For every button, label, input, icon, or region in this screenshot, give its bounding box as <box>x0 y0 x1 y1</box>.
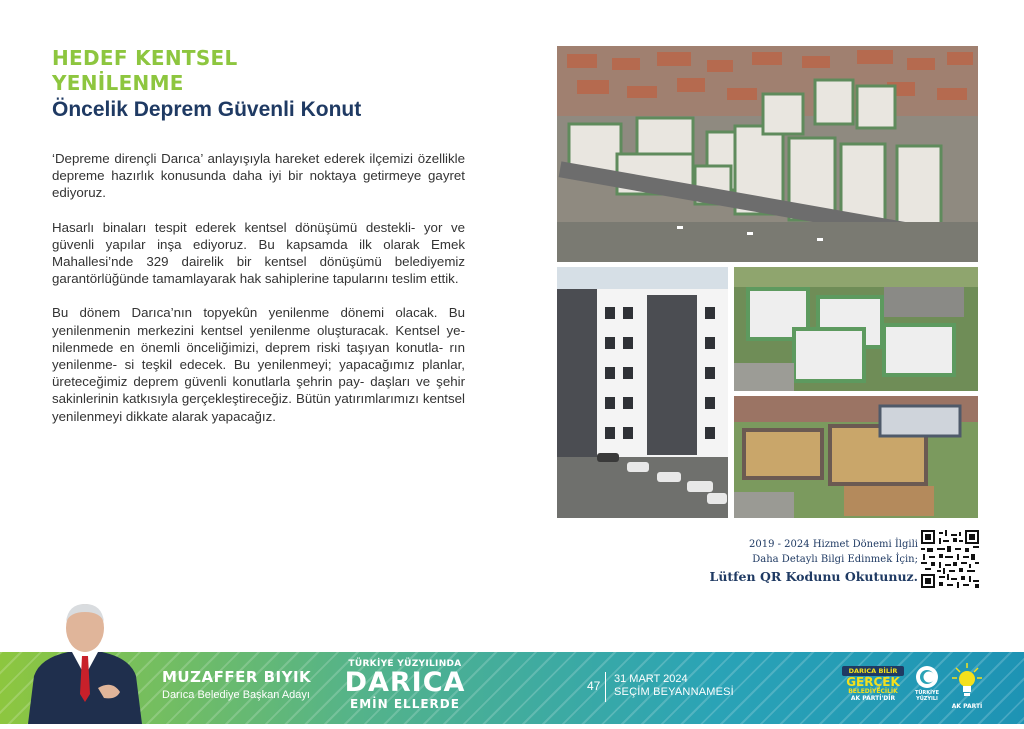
qr-note-line3: Lütfen QR Kodunu Okutunuz. <box>709 569 918 584</box>
aerial-roofs-photo <box>734 396 978 518</box>
ak-parti-logo <box>950 662 984 710</box>
badge-line4: AK PARTİ'DİR <box>850 695 896 702</box>
body-text <box>52 150 465 442</box>
badge-line3: BELEDİYECİLİK <box>848 688 898 695</box>
candidate-name: MUZAFFER BIYIK <box>162 668 312 686</box>
turkiye-yuzyili-logo <box>912 666 942 710</box>
aerial-blocks-photo <box>734 267 978 391</box>
logo1-label: TÜRKİYE YÜZYILI <box>914 690 940 702</box>
building-street-photo <box>557 267 728 518</box>
qr-note-line1: 2019 - 2024 Hizmet Dönemi İlgili <box>749 539 918 550</box>
section-title-line1: HEDEF KENTSEL <box>52 46 238 70</box>
paragraph-3: Bu dönem Darıca’nın topyekûn yenilenme dönemi olacak. Bu yenilenmenin merkezini kentsel yenilenme oluşturacak. Kentsel ye- nilenmede en önemli önceliğimizi, deprem riski taşıyan konutla- rın yenilenme- si teşkil edecek. Bu yenilenmeyi; yapacağımız planlar, üreteceğimiz deprem güvenli konutlarla şehrin pay- daşları ve şehir sakinlerinin katkısıyla gerçekleştireceğiz. Bütün yatırımlarımızı kentsel yenilenmeyi dikkate alarak yapacağız. <box>52 305 465 424</box>
paragraph-1: ‘Depreme dirençli Darıca’ anlayışıyla hareket ederek ilçemizi özellikle depreme hazırlık konusunda daha iyi bir noktaya getirmeye gayret ediyoruz. <box>52 151 465 201</box>
slogan-main: DARICA <box>344 667 466 698</box>
qr-code[interactable] <box>921 530 979 588</box>
footer-divider <box>605 672 606 702</box>
logo2-label: AK PARTİ <box>951 703 983 710</box>
paragraph-2: Hasarlı binaları tespit ederek kentsel dönüşümü destekli- yor ve güvenli yapılar inşa ediyoruz. Bu kapsamda ilk olarak Emek Mahallesi’nde 329 dairelik bir kentsel dönüşümü belediyemiz garantörlüğünde tamamlayarak hak sahiplerine tapularını teslim ettik. <box>52 219 465 287</box>
badge-line2: GERÇEK <box>846 675 900 689</box>
candidate-portrait <box>20 596 150 724</box>
election-date: 31 MART 2024 <box>614 673 688 685</box>
aerial-housing-photo <box>557 46 978 262</box>
candidate-title: Darıca Belediye Başkan Adayı <box>162 689 310 701</box>
campaign-badge <box>842 666 904 710</box>
slogan-bottom: EMİN ELLERDE <box>350 697 460 711</box>
qr-note <box>710 537 918 587</box>
badge-line1: DARICA BİLİR <box>842 666 904 676</box>
lightbulb-icon <box>952 662 982 698</box>
page-number: 47 <box>587 679 601 693</box>
manifesto-label: SEÇİM BEYANNAMESİ <box>614 686 734 698</box>
section-title-line2: YENİLENME <box>52 71 184 95</box>
qr-note-line2: Daha Detaylı Bilgi Edinmek İçin; <box>752 554 918 565</box>
crescent-icon <box>916 666 938 688</box>
section-subtitle: Öncelik Deprem Güvenli Konut <box>52 98 362 121</box>
slogan-top: TÜRKİYE YÜZYILINDA <box>348 659 462 669</box>
heading-block <box>52 46 472 123</box>
